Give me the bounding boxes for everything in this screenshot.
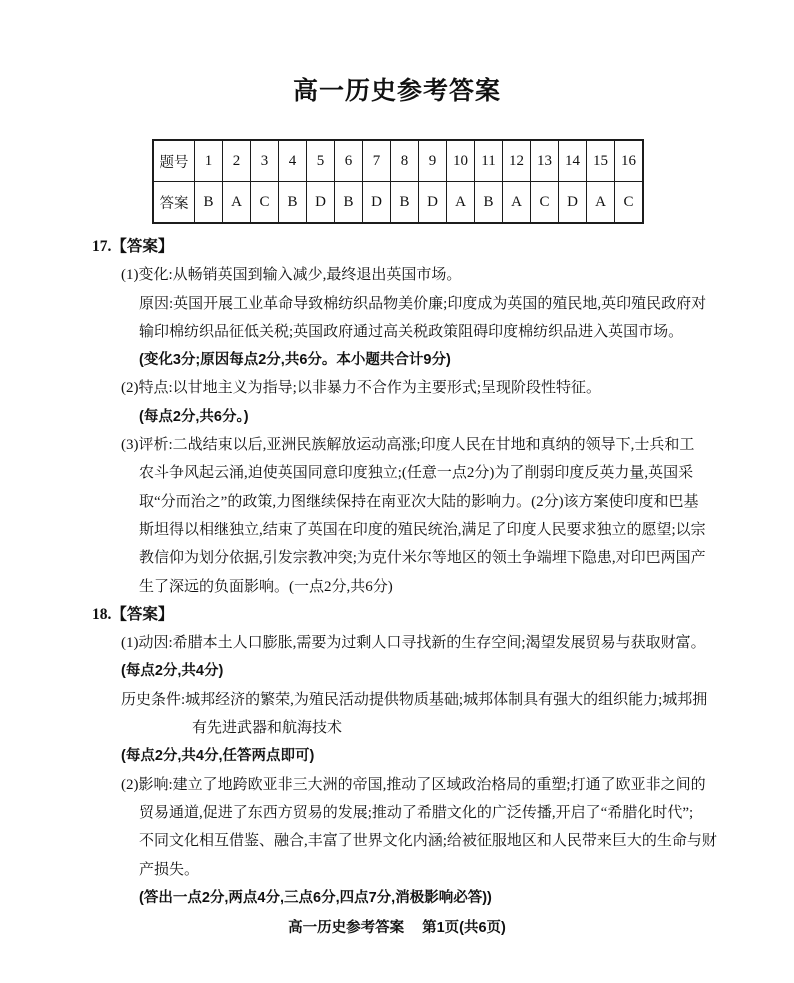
- q18-answer-line: 贸易通道,促进了东西方贸易的发展;推动了希腊文化的广泛传播,开启了“希腊化时代”;: [139, 804, 694, 821]
- q18-heading: 18.【答案】: [92, 605, 174, 623]
- answer-cell: B: [335, 182, 363, 224]
- q18-answer-line: 不同文化相互借鉴、融合,丰富了世界文化内涵;给被征服地区和人民带来巨大的生命与财: [139, 833, 717, 850]
- footer-doc-title: 高一历史参考答案: [288, 920, 405, 936]
- q17-answer-line: 农斗争风起云涌,迫使英国同意印度独立;(任意一点2分)为了削弱印度反英力量,英国采: [139, 465, 694, 482]
- answer-cell: B: [475, 182, 503, 224]
- q17-answer-line: 斯坦得以相继独立,结束了英国在印度的殖民统治,满足了印度人民要求独立的愿望;以宗: [139, 521, 706, 538]
- answer-key-table: [152, 139, 644, 224]
- q17-answer-line: 生了深远的负面影响。(一点2分,共6分): [139, 578, 393, 595]
- answer-cell: A: [223, 182, 251, 224]
- q17-score-note: (变化3分;原因每点2分,共6分。本小题共合计9分): [139, 352, 451, 369]
- footer-page-indicator: 第1页(共6页): [422, 920, 506, 936]
- q17-answer-line: 输印棉纺织品征低关税;英国政府通过高关税政策阻碍印度棉纺织品进入英国市场。: [139, 323, 684, 340]
- answer-cell: D: [559, 182, 587, 224]
- q17-answer-line: 原因:英国开展工业革命导致棉纺织品物美价廉;印度成为英国的殖民地,英印殖民政府对: [139, 295, 707, 312]
- question-number-cell: 5: [307, 140, 335, 182]
- question-number-cell: 12: [503, 140, 531, 182]
- question-number-cell: 14: [559, 140, 587, 182]
- answer-cell: B: [391, 182, 419, 224]
- question-number-cell: 13: [531, 140, 559, 182]
- row-header-question-number: 题号: [153, 140, 195, 182]
- answers-body: [0, 233, 794, 912]
- question-number-cell: 7: [363, 140, 391, 182]
- q17-heading: 17.【答案】: [92, 238, 174, 255]
- q17-answer-line: (2)特点:以甘地主义为指导;以非暴力不合作为主要形式;呈现阶段性特征。: [121, 380, 601, 397]
- question-number-cell: 4: [279, 140, 307, 182]
- answer-cell: B: [195, 182, 223, 224]
- q17-answer-line: 教信仰为划分依据,引发宗教冲突;为克什米尔等地区的领土争端埋下隐患,对印巴两国产: [139, 550, 706, 567]
- answer-cell: C: [531, 182, 559, 224]
- question-number-cell: 1: [195, 140, 223, 182]
- row-header-answer: 答案: [153, 182, 195, 224]
- question-number-cell: 11: [475, 140, 503, 182]
- answer-cell: D: [419, 182, 447, 224]
- q17-answer-line: (3)评析:二战结束以后,亚洲民族解放运动高涨;印度人民在甘地和真纳的领导下,士兵和工: [121, 437, 695, 454]
- q18-score-note: (每点2分,共4分): [121, 663, 224, 680]
- q18-answer-line: 有先进武器和航海技术: [192, 720, 343, 737]
- q18-answer-line: 产损失。: [139, 861, 200, 878]
- answer-cell: A: [587, 182, 615, 224]
- table-row-question-numbers: [153, 140, 643, 182]
- q17-answer-line: (1)变化:从畅销英国到输入减少,最终退出英国市场。: [121, 267, 462, 284]
- answer-cell: C: [251, 182, 279, 224]
- answer-cell: D: [363, 182, 391, 224]
- question-number-cell: 9: [419, 140, 447, 182]
- answer-cell: B: [279, 182, 307, 224]
- answer-cell: A: [447, 182, 475, 224]
- q18-score-note: (答出一点2分,两点4分,三点6分,四点7分,消极影响必答)): [139, 889, 492, 906]
- q18-score-note: (每点2分,共4分,任答两点即可): [121, 748, 315, 765]
- q17-answer-line: 取“分而治之”的政策,力图继续保持在南亚次大陆的影响力。(2分)该方案使印度和巴基: [139, 493, 699, 510]
- answer-cell: C: [615, 182, 644, 224]
- page-title: 高一历史参考答案: [292, 78, 501, 105]
- q18-answer-line: (2)影响:建立了地跨欧亚非三大洲的帝国,推动了区域政治格局的重塑;打通了欧亚非之间的: [121, 776, 706, 793]
- page-footer: [0, 914, 794, 942]
- q18-answer-line: 历史条件:城邦经济的繁荣,为殖民活动提供物质基础;城邦体制具有强大的组织能力;城邦拥: [121, 691, 708, 708]
- question-number-cell: 2: [223, 140, 251, 182]
- table-row-answers: [153, 182, 643, 224]
- answer-cell: A: [503, 182, 531, 224]
- question-number-cell: 6: [335, 140, 363, 182]
- answer-cell: D: [307, 182, 335, 224]
- question-number-cell: 10: [447, 140, 475, 182]
- q17-score-note: (每点2分,共6分。): [139, 408, 249, 425]
- question-number-cell: 15: [587, 140, 615, 182]
- question-number-cell: 16: [615, 140, 644, 182]
- question-number-cell: 8: [391, 140, 419, 182]
- question-number-cell: 3: [251, 140, 279, 182]
- q18-answer-line: (1)动因:希腊本土人口膨胀,需要为过剩人口寻找新的生存空间;渴望发展贸易与获取财富。: [121, 635, 706, 652]
